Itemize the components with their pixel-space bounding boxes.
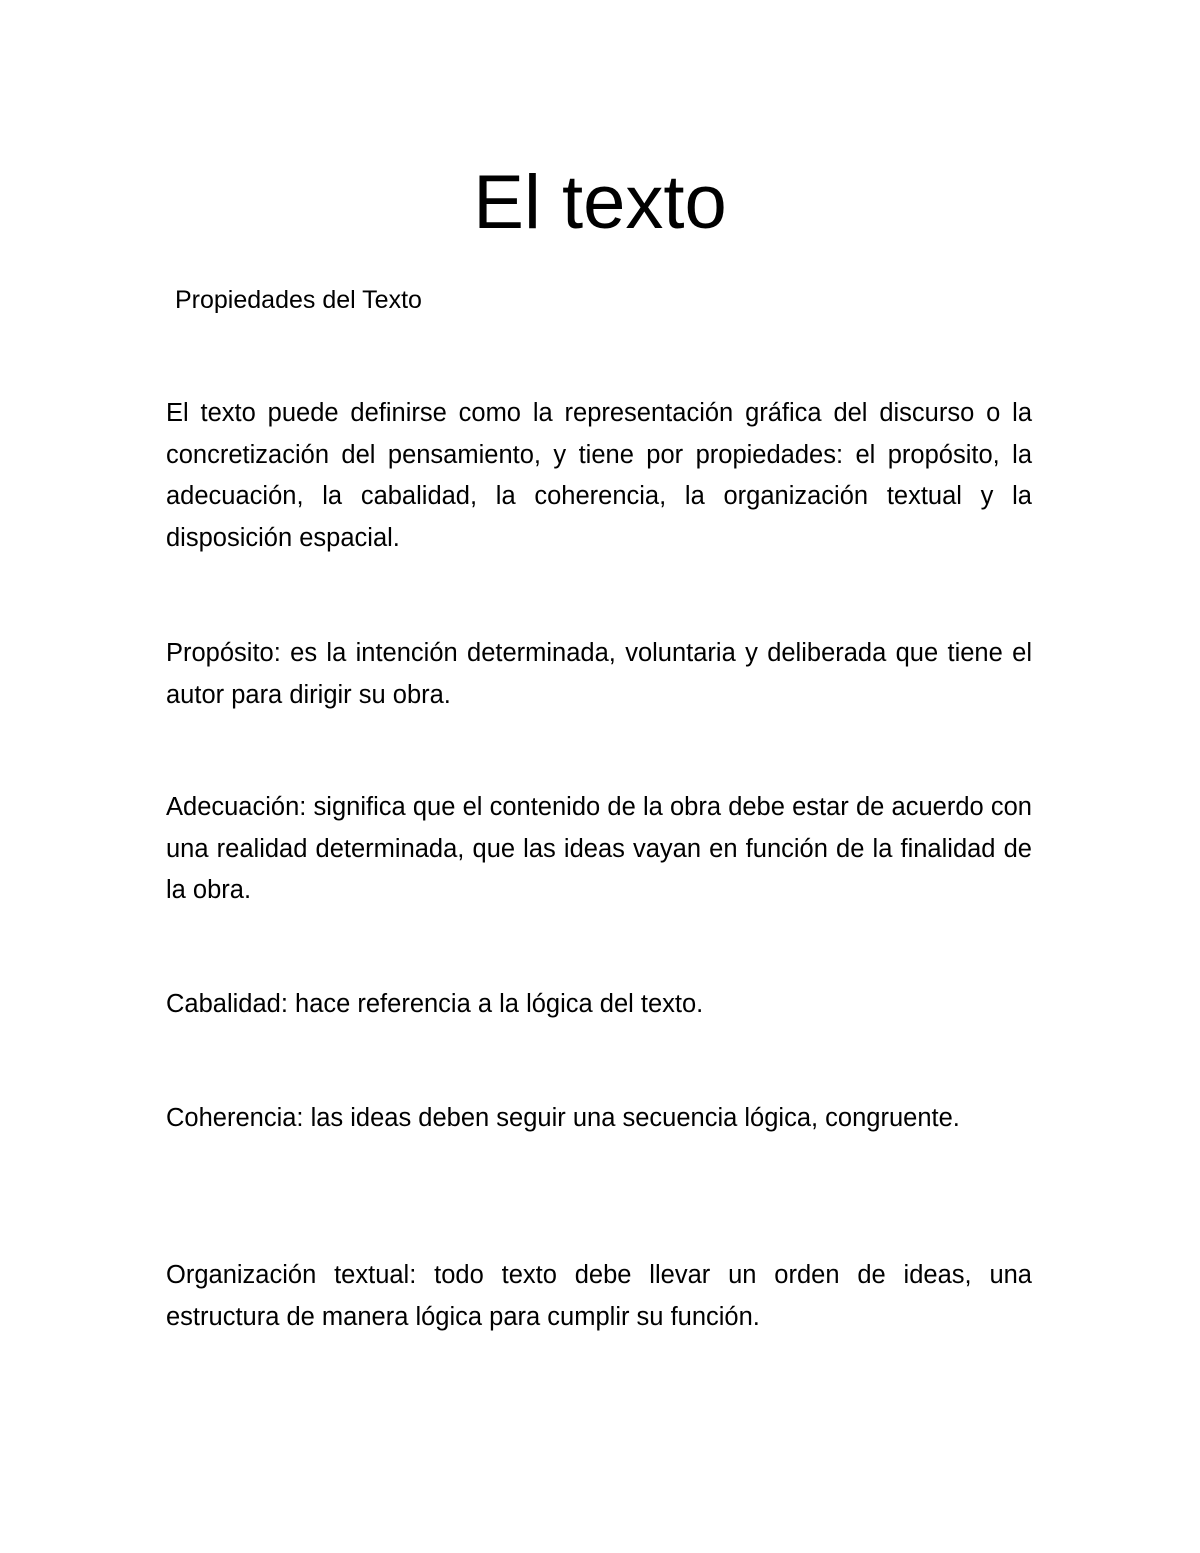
section-subtitle: Propiedades del Texto bbox=[175, 286, 422, 314]
paragraph-adecuacion: Adecuación: significa que el contenido de la obra debe estar de acuerdo con una realidad determinada, que las ideas vayan en función de la finalidad de la obra. bbox=[166, 793, 1032, 904]
page-title: El texto bbox=[473, 160, 727, 245]
paragraph-proposito: Propósito: es la intención determinada, voluntaria y deliberada que tiene el autor para dirigir su obra. bbox=[166, 639, 1032, 709]
paragraph-organizacion: Organización textual: todo texto debe llevar un orden de ideas, una estructura de manera lógica para cumplir su función. bbox=[166, 1261, 1032, 1331]
paragraph-cabalidad: Cabalidad: hace referencia a la lógica del texto. bbox=[166, 990, 704, 1018]
paragraph-coherencia: Coherencia: las ideas deben seguir una secuencia lógica, congruente. bbox=[166, 1104, 960, 1132]
paragraph-intro: El texto puede definirse como la representación gráfica del discurso o la concretización del pensamiento, y tiene por propiedades: el propósito, la adecuación, la cabalidad, la coherencia, la organización textual y la disposición espacial. bbox=[166, 399, 1032, 552]
